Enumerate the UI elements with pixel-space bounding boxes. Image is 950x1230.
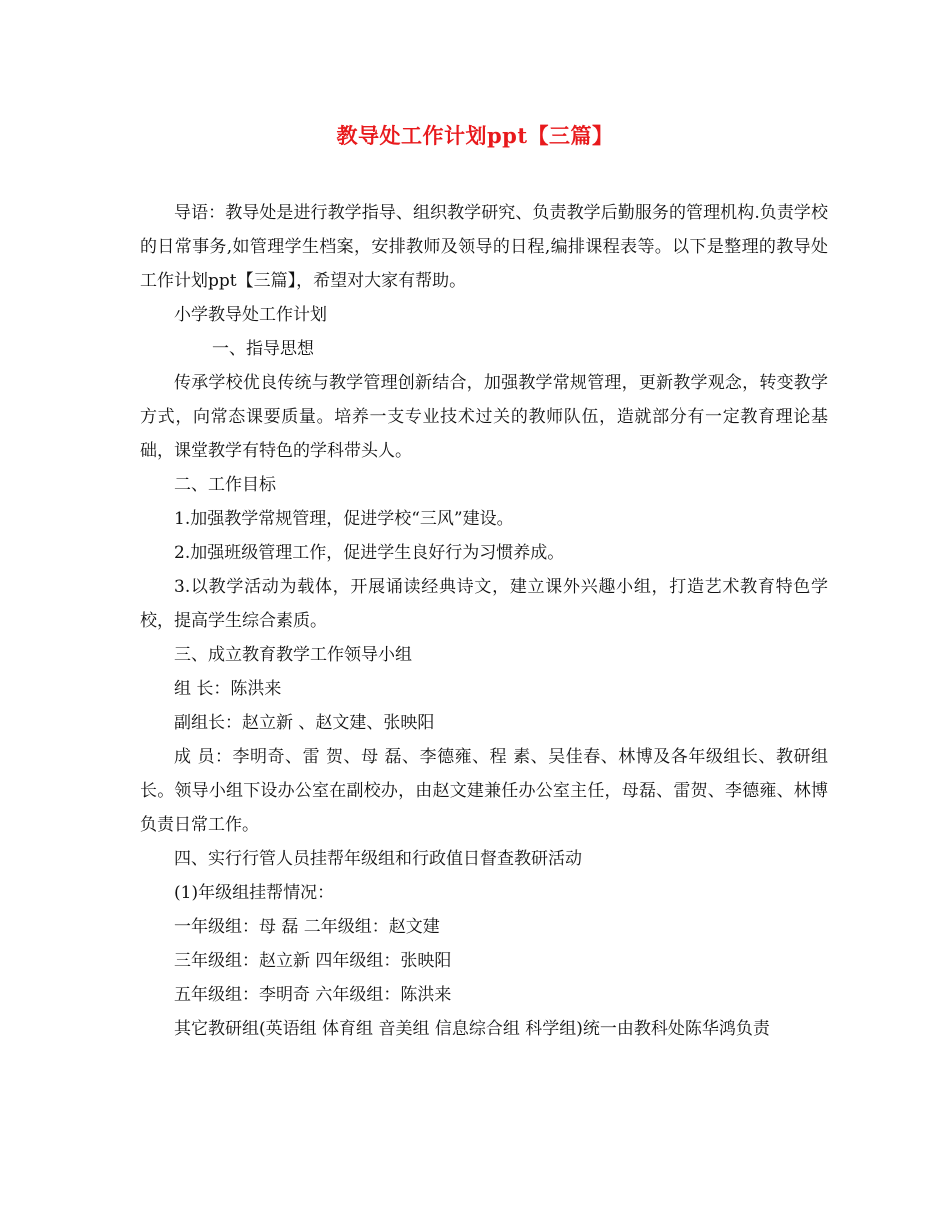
subsection-heading: 二、工作目标 — [174, 475, 276, 495]
body-paragraph: 传承学校优良传统与教学管理创新结合，加强教学常规管理，更新教学观念，转变教学方式，向常态课要质量。培养一支专业技术过关的教师队伍，造就部分有一定教育理论基础，课堂教学有特色的学科带头人。 — [140, 373, 828, 461]
body-paragraph: 成 员：李明奇、雷 贺、母 磊、李德雍、程 素、吴佳春、林博及各年级组长、教研组长。领导小组下设办公室在副校办，由赵文建兼任办公室主任，母磊、雷贺、李德雍、林博负责日常工作。 — [140, 747, 828, 835]
body-paragraph: 其它教研组(英语组 体育组 音美组 信息综合组 科学组)统一由教科处陈华鸿负责 — [174, 1019, 770, 1039]
document-body — [140, 196, 828, 1046]
body-line: 三年级组：赵立新 四年级组：张映阳 — [174, 951, 452, 971]
body-line: 副组长：赵立新 、赵文建、张映阳 — [174, 713, 435, 733]
subsection-heading: 四、实行行管人员挂帮年级组和行政值日督查教研活动 — [174, 849, 582, 869]
body-line: 一年级组：母 磊 二年级组：赵文建 — [174, 917, 440, 937]
section-heading: 小学教导处工作计划 — [174, 305, 327, 325]
subsection-heading: 三、成立教育教学工作领导小组 — [174, 645, 412, 665]
list-item: 1.加强教学常规管理，促进学校“三风”建设。 — [174, 509, 514, 529]
document-title: 教导处工作计划ppt【三篇】 — [336, 123, 614, 148]
body-line: 五年级组：李明奇 六年级组：陈洪来 — [174, 985, 452, 1005]
body-line: (1)年级组挂帮情况： — [174, 883, 335, 903]
body-line: 组 长：陈洪来 — [174, 679, 282, 699]
list-item: 3.以教学活动为载体，开展诵读经典诗文，建立课外兴趣小组，打造艺术教育特色学校，提高学生综合素质。 — [140, 577, 828, 631]
subsection-heading: 一、指导思想 — [212, 339, 314, 359]
intro-paragraph: 导语：教导处是进行教学指导、组织教学研究、负责教学后勤服务的管理机构.负责学校的日常事务,如管理学生档案，安排教师及领导的日程,编排课程表等。以下是整理的教导处工作计划ppt【三篇】，希望对大家有帮助。 — [140, 203, 828, 291]
list-item: 2.加强班级管理工作，促进学生良好行为习惯养成。 — [174, 543, 565, 563]
